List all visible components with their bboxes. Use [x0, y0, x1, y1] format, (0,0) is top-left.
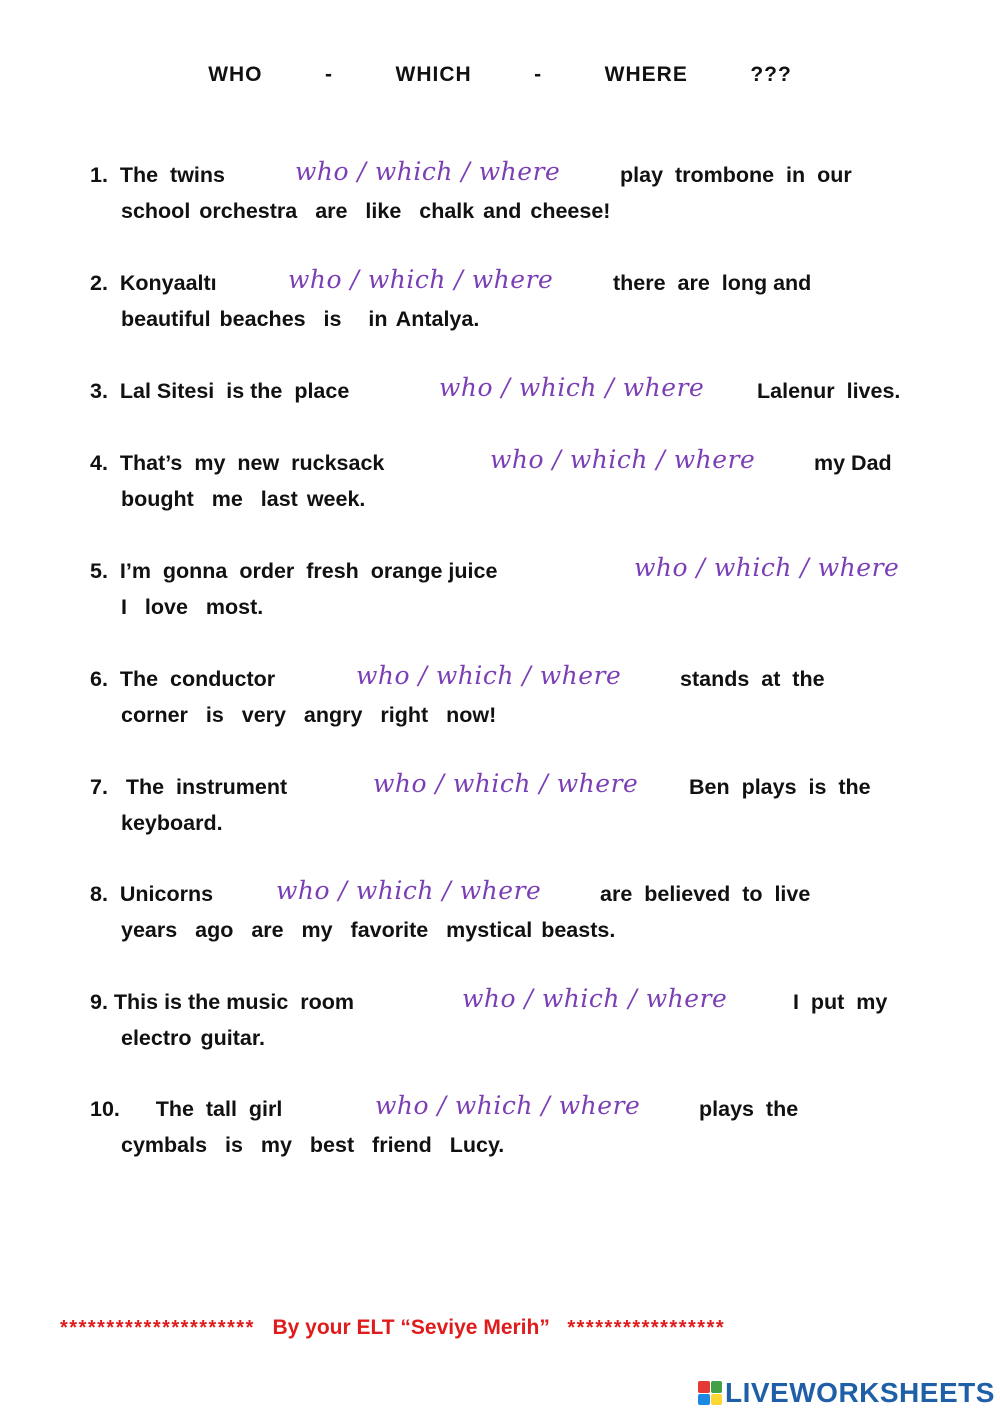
- footer-credit-text: By your ELT “Seviye Merih”: [272, 1316, 550, 1339]
- question-1-text: 1. The twins: [90, 163, 225, 187]
- question-1-options[interactable]: who / which / where: [295, 157, 561, 186]
- question-8-line2: years ago are my favorite mystical beasts.: [121, 918, 616, 942]
- question-7-text: 7. The instrument: [90, 775, 288, 799]
- footer-stars-left: *********************: [60, 1317, 255, 1339]
- question-7-line2: keyboard.: [121, 811, 223, 835]
- question-3-options[interactable]: who / which / where: [439, 373, 705, 402]
- question-10-line2: cymbals is my best friend Lucy.: [121, 1133, 505, 1157]
- footer-credit: [60, 1316, 950, 1340]
- question-9-options[interactable]: who / which / where: [462, 984, 728, 1013]
- question-7-options[interactable]: who / which / where: [373, 769, 639, 798]
- question-4-line2: bought me last week.: [121, 487, 366, 511]
- question-10-text-after: plays the: [699, 1097, 799, 1121]
- question-7-text-after: Ben plays is the: [689, 775, 871, 799]
- liveworksheets-logo-icon: [698, 1381, 722, 1405]
- question-10-options[interactable]: who / which / where: [375, 1091, 641, 1120]
- question-9-text-after: I put my: [793, 990, 888, 1014]
- liveworksheets-logo-text: LIVEWORKSHEETS: [725, 1377, 995, 1408]
- question-2-line2: beautiful beaches is in Antalya.: [121, 307, 480, 331]
- question-8-text: 8. Unicorns: [90, 882, 214, 906]
- question-2-text: 2. Konyaaltı: [90, 271, 217, 295]
- question-3-text-after: Lalenur lives.: [757, 379, 901, 403]
- question-8-text-after: are believed to live: [600, 882, 811, 906]
- footer-stars-right: *****************: [567, 1317, 726, 1339]
- worksheet-title: WHO - WHICH - WHERE ???: [208, 63, 792, 86]
- question-5-options[interactable]: who / which / where: [634, 553, 900, 582]
- question-4-text-after: my Dad: [814, 451, 892, 475]
- question-3-text: 3. Lal Sitesi is the place: [90, 379, 350, 403]
- question-6-text: 6. The conductor: [90, 667, 276, 691]
- question-1-line2: school orchestra are like chalk and cheese!: [121, 199, 611, 223]
- question-2-text-after: there are long and: [613, 271, 812, 295]
- question-2-options[interactable]: who / which / where: [288, 265, 554, 294]
- liveworksheets-logo[interactable]: [698, 1378, 995, 1408]
- question-4-text: 4. That’s my new rucksack: [90, 451, 385, 475]
- question-4-options[interactable]: who / which / where: [490, 445, 756, 474]
- question-6-options[interactable]: who / which / where: [356, 661, 622, 690]
- question-6-text-after: stands at the: [680, 667, 825, 691]
- question-9-line2: electro guitar.: [121, 1026, 265, 1050]
- question-5-line2: I love most.: [121, 595, 264, 619]
- question-9-text: 9. This is the music room: [90, 990, 355, 1014]
- question-5-text: 5. I’m gonna order fresh orange juice: [90, 559, 498, 583]
- question-6-line2: corner is very angry right now!: [121, 703, 497, 727]
- question-1-text-after: play trombone in our: [620, 163, 852, 187]
- question-10-text: 10. The tall girl: [90, 1097, 283, 1121]
- question-8-options[interactable]: who / which / where: [276, 876, 542, 905]
